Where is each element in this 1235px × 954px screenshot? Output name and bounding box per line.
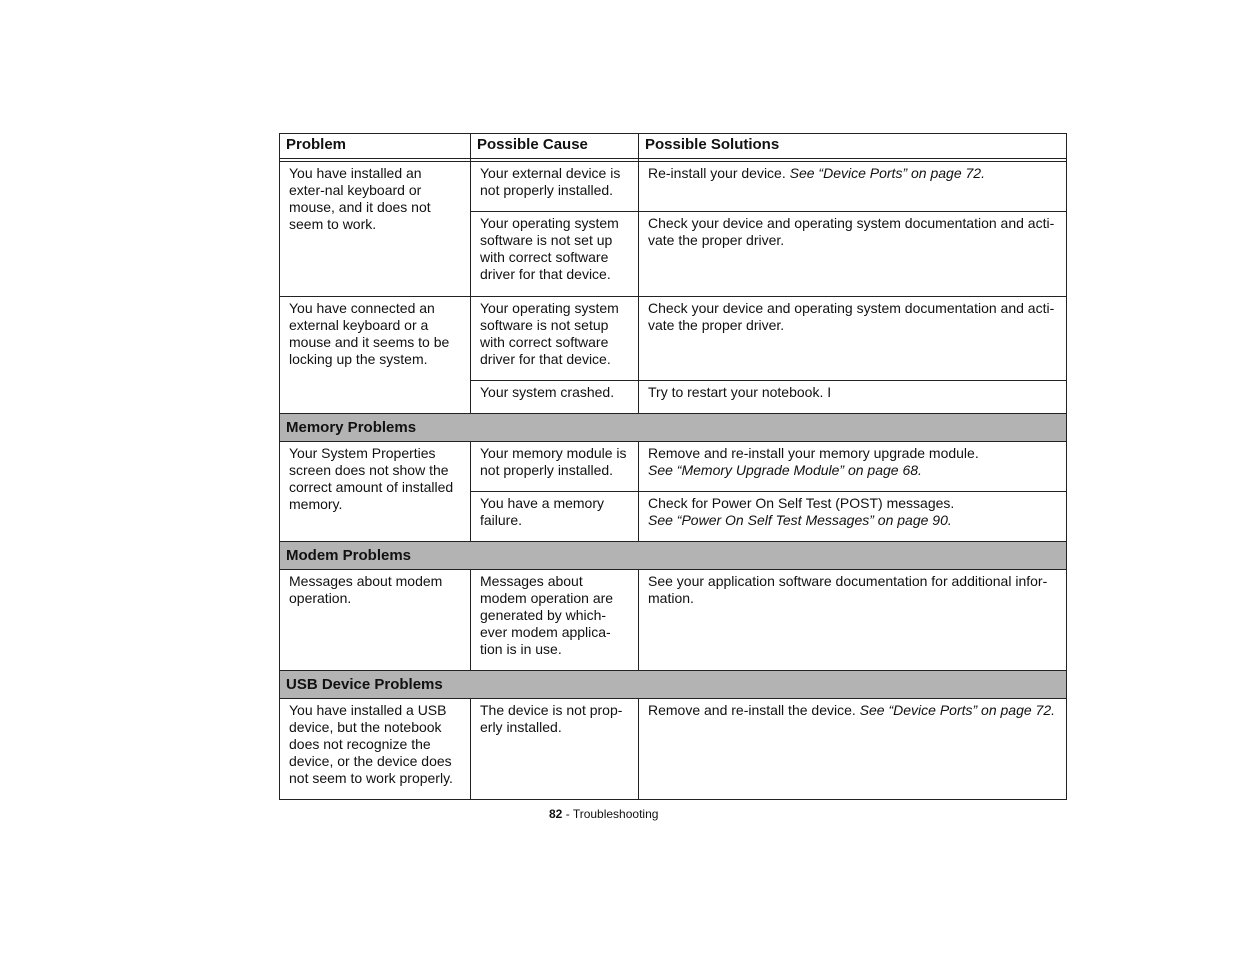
solution-cell: Check for Power On Self Test (POST) messages. See “Power On Self Test Messages” on page 90. xyxy=(639,492,1067,542)
header-solutions: Possible Solutions xyxy=(639,134,1067,159)
cause-cell: Messages about modem operation are generated by which-ever modem applica-tion is in use. xyxy=(471,570,639,671)
cause-cell: Your operating system software is not setup with correct software driver for that device. xyxy=(471,297,639,381)
page-reference: See “Device Ports” on page 72. xyxy=(789,165,985,181)
page-reference: See “Memory Upgrade Module” on page 68. xyxy=(648,462,922,478)
header-problem: Problem xyxy=(280,134,471,159)
cause-cell: Your system crashed. xyxy=(471,381,639,414)
cause-cell: Your operating system software is not set up with correct software driver for that device. xyxy=(471,212,639,297)
solution-cell: Re-install your device. See “Device Ports” on page 72. xyxy=(639,162,1067,212)
cause-cell: Your memory module is not properly installed. xyxy=(471,442,639,492)
footer-separator: - xyxy=(562,807,573,821)
table-row xyxy=(280,162,1067,212)
table-row xyxy=(280,570,1067,671)
troubleshooting-table xyxy=(279,133,1067,800)
problem-cell: You have installed an exter-nal keyboard or mouse, and it does not seem to work. xyxy=(280,162,471,297)
page-number: 82 xyxy=(549,807,563,821)
solution-cell: Remove and re-install the device. See “Device Ports” on page 72. xyxy=(639,699,1067,800)
page-reference: See “Power On Self Test Messages” on page 90. xyxy=(648,512,952,528)
page-footer xyxy=(549,807,658,821)
table-row xyxy=(280,442,1067,492)
section-title: USB Device Problems xyxy=(280,671,1067,699)
solution-cell: Remove and re-install your memory upgrade module. See “Memory Upgrade Module” on page 68. xyxy=(639,442,1067,492)
table-row xyxy=(280,699,1067,800)
header-cause: Possible Cause xyxy=(471,134,639,159)
solution-cell: Check your device and operating system documentation and acti-vate the proper driver. xyxy=(639,212,1067,297)
problem-cell: You have connected an external keyboard or a mouse and it seems to be locking up the system. xyxy=(280,297,471,414)
section-title: Modem Problems xyxy=(280,542,1067,570)
section-row-usb xyxy=(280,671,1067,699)
solution-cell: Try to restart your notebook. I xyxy=(639,381,1067,414)
solution-cell: Check your device and operating system documentation and acti-vate the proper driver. xyxy=(639,297,1067,381)
footer-section: Troubleshooting xyxy=(572,807,659,821)
page-reference: See “Device Ports” on page 72. xyxy=(859,702,1056,718)
section-title: Memory Problems xyxy=(280,414,1067,442)
cause-cell: The device is not prop-erly installed. xyxy=(471,699,639,800)
problem-cell: Messages about modem operation. xyxy=(280,570,471,671)
section-row-memory xyxy=(280,414,1067,442)
cause-cell: You have a memory failure. xyxy=(471,492,639,542)
table-row xyxy=(280,297,1067,381)
solution-cell: See your application software documentation for additional infor-mation. xyxy=(639,570,1067,671)
problem-cell: Your System Properties screen does not show the correct amount of installed memory. xyxy=(280,442,471,542)
header-row xyxy=(280,134,1067,159)
section-row-modem xyxy=(280,542,1067,570)
problem-cell: You have installed a USB device, but the notebook does not recognize the device, or the device does not seem to work properly. xyxy=(280,699,471,800)
cause-cell: Your external device is not properly installed. xyxy=(471,162,639,212)
